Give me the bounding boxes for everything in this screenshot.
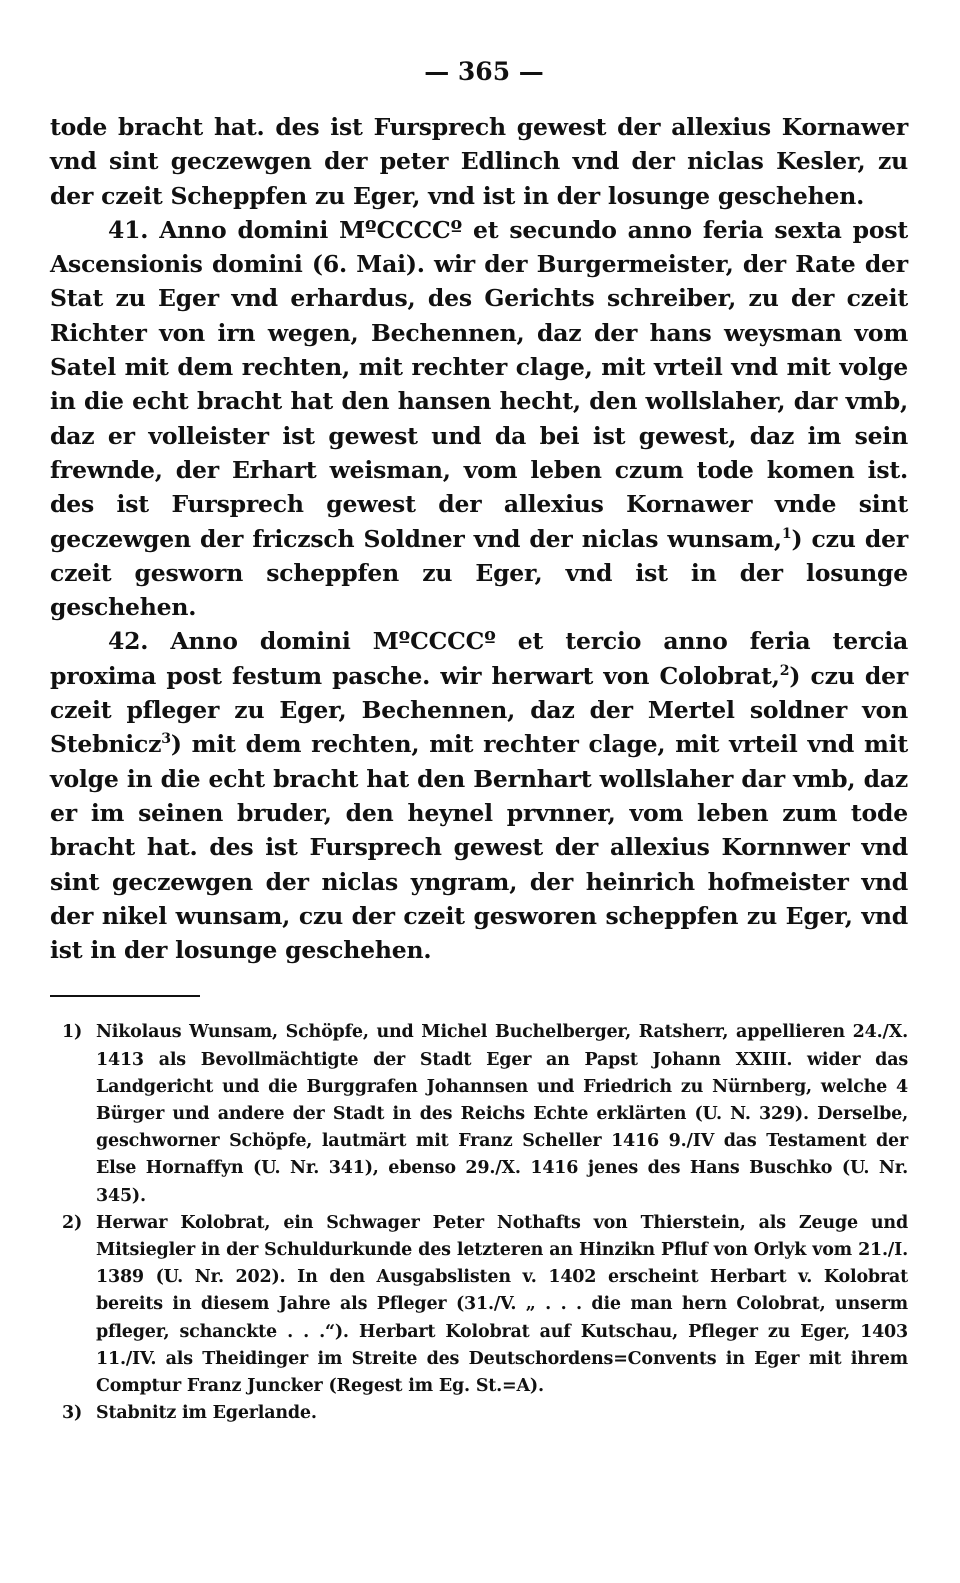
paragraph-entry-42 xyxy=(50,624,908,967)
paragraph-text: ) czu der czeit gesworn scheppfen zu Eger, vnd ist in der losunge geschehen. xyxy=(50,524,908,622)
footnote-marker: 2) xyxy=(62,1212,83,1233)
footnote-marker: 3) xyxy=(62,1403,83,1424)
footnote-marker: 1) xyxy=(62,1022,83,1043)
page-number: — 365 — xyxy=(424,57,544,86)
paragraph-text: 41. Anno domini MºCCCCº et secundo anno feria sexta post Ascensionis domini (6. Mai). wir der Burgermeister, der Rate der Stat zu Eger vnd erhardus, des Gerichts schreiber, zu der czeit Richter von irn wegen, Bechennen, daz der hans weysman vom Satel mit dem rechten, mit rechter clage, mit vrteil vnd mit volge in die echt bracht hat den hansen hecht, den wollslaher, dar vmb, daz er volleister ist gewest und da bei ist gewest, daz im sein frewnde, der Erhart weisman, vom leben czum tode komen ist. des ist Fursprech gewest der allexius Kornawer vnde sint geczewgen der friczsch Soldner vnd der niclas wunsam, xyxy=(50,215,908,553)
footnote-text: Nikolaus Wunsam, Schöpfe, und Michel Buchelberger, Ratsherr, appellieren 24./X. 1413 als Bevollmächtigte der Stadt Eger an Papst Johann XXIII. wider das Landgericht und die Burggrafen Johannsen und Friedrich zu Nürnberg, welche 4 Bürger und andere der Stadt in des Reichs Echte erklärten (U. N. 329). Derselbe, geschworner Schöpfe, lautmärt mit Franz Scheller 1416 9./IV das Testament der Else Hornaffyn (U. Nr. 341), ebenso 29./X. 1416 jenes des Hans Buschko (U. Nr. 345). xyxy=(96,1022,908,1206)
footnotes xyxy=(50,1019,908,1427)
footnote-3 xyxy=(50,1400,908,1427)
footnote-1 xyxy=(50,1019,908,1209)
document-page xyxy=(50,52,908,1427)
footnote-ref-1[interactable]: 1 xyxy=(781,525,792,542)
paragraph-continuation: tode bracht hat. des ist Fursprech gewest der allexius Kornawer vnd sint geczewgen der peter Edlinch vnd der niclas Kesler, zu der czeit Scheppfen zu Eger, vnd ist in der losunge geschehen. xyxy=(50,113,908,210)
paragraph-text: ) mit dem rechten, mit rechter clage, mit vrteil vnd mit volge in die echt bracht hat den Bernhart wollslaher dar vmb, daz er im seinen bruder, den heynel prvnner, vom leben zum tode bracht hat. des ist Fursprech gewest der allexius Kornnwer vnd sint geczewgen der niclas yngram, der heinrich hofmeister vnd der nikel wunsam, czu der czeit gesworen scheppfen zu Eger, vnd ist in der losunge geschehen. xyxy=(50,730,908,965)
footnote-ref-3[interactable]: 3 xyxy=(161,731,171,748)
footnote-ref-2[interactable]: 2 xyxy=(779,662,790,679)
footnote-divider xyxy=(50,995,200,997)
footnote-text: Stabnitz im Egerlande. xyxy=(96,1403,317,1424)
footnote-2 xyxy=(50,1210,908,1400)
paragraph-text: ) czu der czeit pfleger zu Eger, Bechennen, daz der Mertel soldner von Stebnicz xyxy=(50,661,908,759)
body-text xyxy=(50,110,908,967)
paragraph-entry-41 xyxy=(50,213,908,625)
footnote-text: Herwar Kolobrat, ein Schwager Peter Nothafts von Thierstein, als Zeuge und Mitsiegler in der Schuldurkunde des letzteren an Hinzikn Pfluf von Orlyk vom 21./I. 1389 (U. Nr. 202). In den Ausgabslisten v. 1402 erscheint Herbart v. Kolobrat bereits in diesem Jahre als Pfleger (31./V. „ . . . die man hern Colobrat, unserm pfleger, schanckte . . .“). Herbart Kolobrat auf Kutschau, Pfleger zu Eger, 1403 11./IV. als Theidinger im Streite des Deutschordens=Convents in Eger mit ihrem Comptur Franz Juncker (Regest im Eg. St.=A). xyxy=(96,1212,908,1397)
paragraph-text: 42. Anno domini MºCCCCº et tercio anno feria tercia proxima post festum pasche. wir herwart von Colobrat, xyxy=(50,627,908,690)
